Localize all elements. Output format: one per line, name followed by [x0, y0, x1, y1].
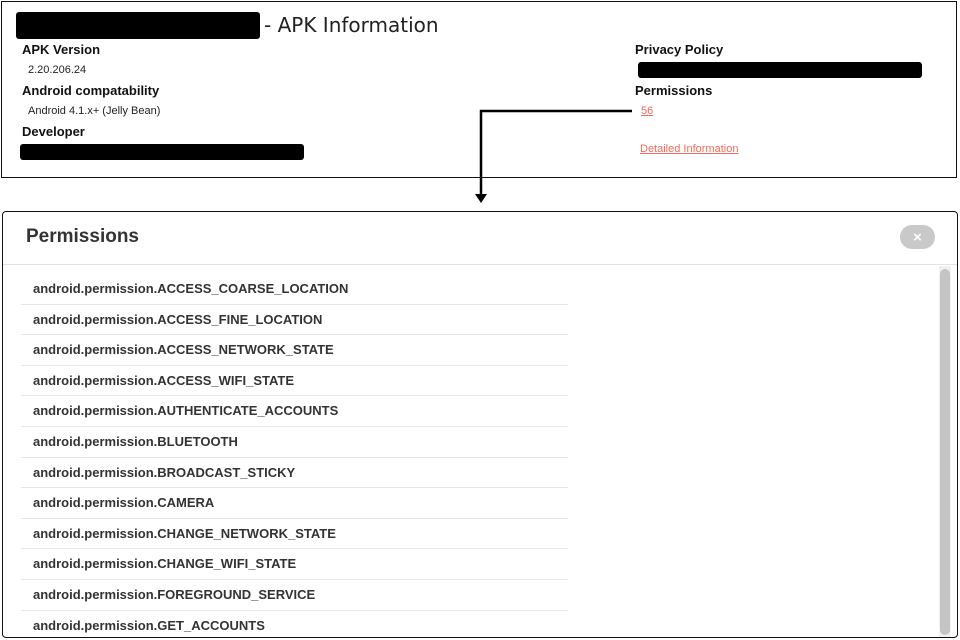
close-icon: ×	[913, 228, 922, 246]
redacted-app-name	[16, 12, 260, 39]
permission-item: android.permission.GET_ACCOUNTS	[21, 611, 568, 638]
apk-info-title	[16, 10, 439, 40]
permission-item: android.permission.CAMERA	[21, 488, 568, 519]
scrollbar-track[interactable]	[939, 266, 951, 638]
permissions-label: Permissions	[635, 83, 713, 98]
permission-item: android.permission.FOREGROUND_SERVICE	[21, 580, 568, 611]
permission-item: android.permission.BLUETOOTH	[21, 427, 568, 458]
permission-item: android.permission.BROADCAST_STICKY	[21, 458, 568, 489]
apk-info-panel	[1, 1, 957, 178]
detailed-information-link[interactable]: Detailed Information	[640, 143, 739, 155]
apk-version-value: 2.20.206.24	[28, 64, 87, 76]
permission-item: android.permission.AUTHENTICATE_ACCOUNTS	[21, 396, 568, 427]
permission-item: android.permission.ACCESS_NETWORK_STATE	[21, 335, 568, 366]
android-compat-value: Android 4.1.x+ (Jelly Bean)	[28, 105, 161, 117]
apk-info-title-text: - APK Information	[264, 13, 439, 37]
close-button[interactable]	[900, 225, 935, 249]
privacy-policy-label: Privacy Policy	[635, 42, 724, 57]
developer-label: Developer	[22, 124, 85, 139]
modal-header	[3, 212, 957, 265]
permission-item: android.permission.CHANGE_NETWORK_STATE	[21, 519, 568, 550]
permission-list	[21, 274, 568, 638]
apk-version-label: APK Version	[22, 42, 101, 57]
permission-item: android.permission.ACCESS_FINE_LOCATION	[21, 305, 568, 336]
permission-item: android.permission.ACCESS_COARSE_LOCATION	[21, 274, 568, 305]
permissions-count-link[interactable]: 56	[641, 105, 654, 117]
scrollbar-thumb[interactable]	[940, 269, 950, 635]
permission-item: android.permission.ACCESS_WIFI_STATE	[21, 366, 568, 397]
modal-title: Permissions	[26, 226, 139, 247]
android-compat-label: Android compatability	[22, 83, 160, 98]
permissions-modal	[2, 211, 958, 638]
permission-item: android.permission.CHANGE_WIFI_STATE	[21, 549, 568, 580]
redacted-developer	[20, 144, 304, 160]
redacted-privacy-policy[interactable]	[638, 62, 922, 78]
